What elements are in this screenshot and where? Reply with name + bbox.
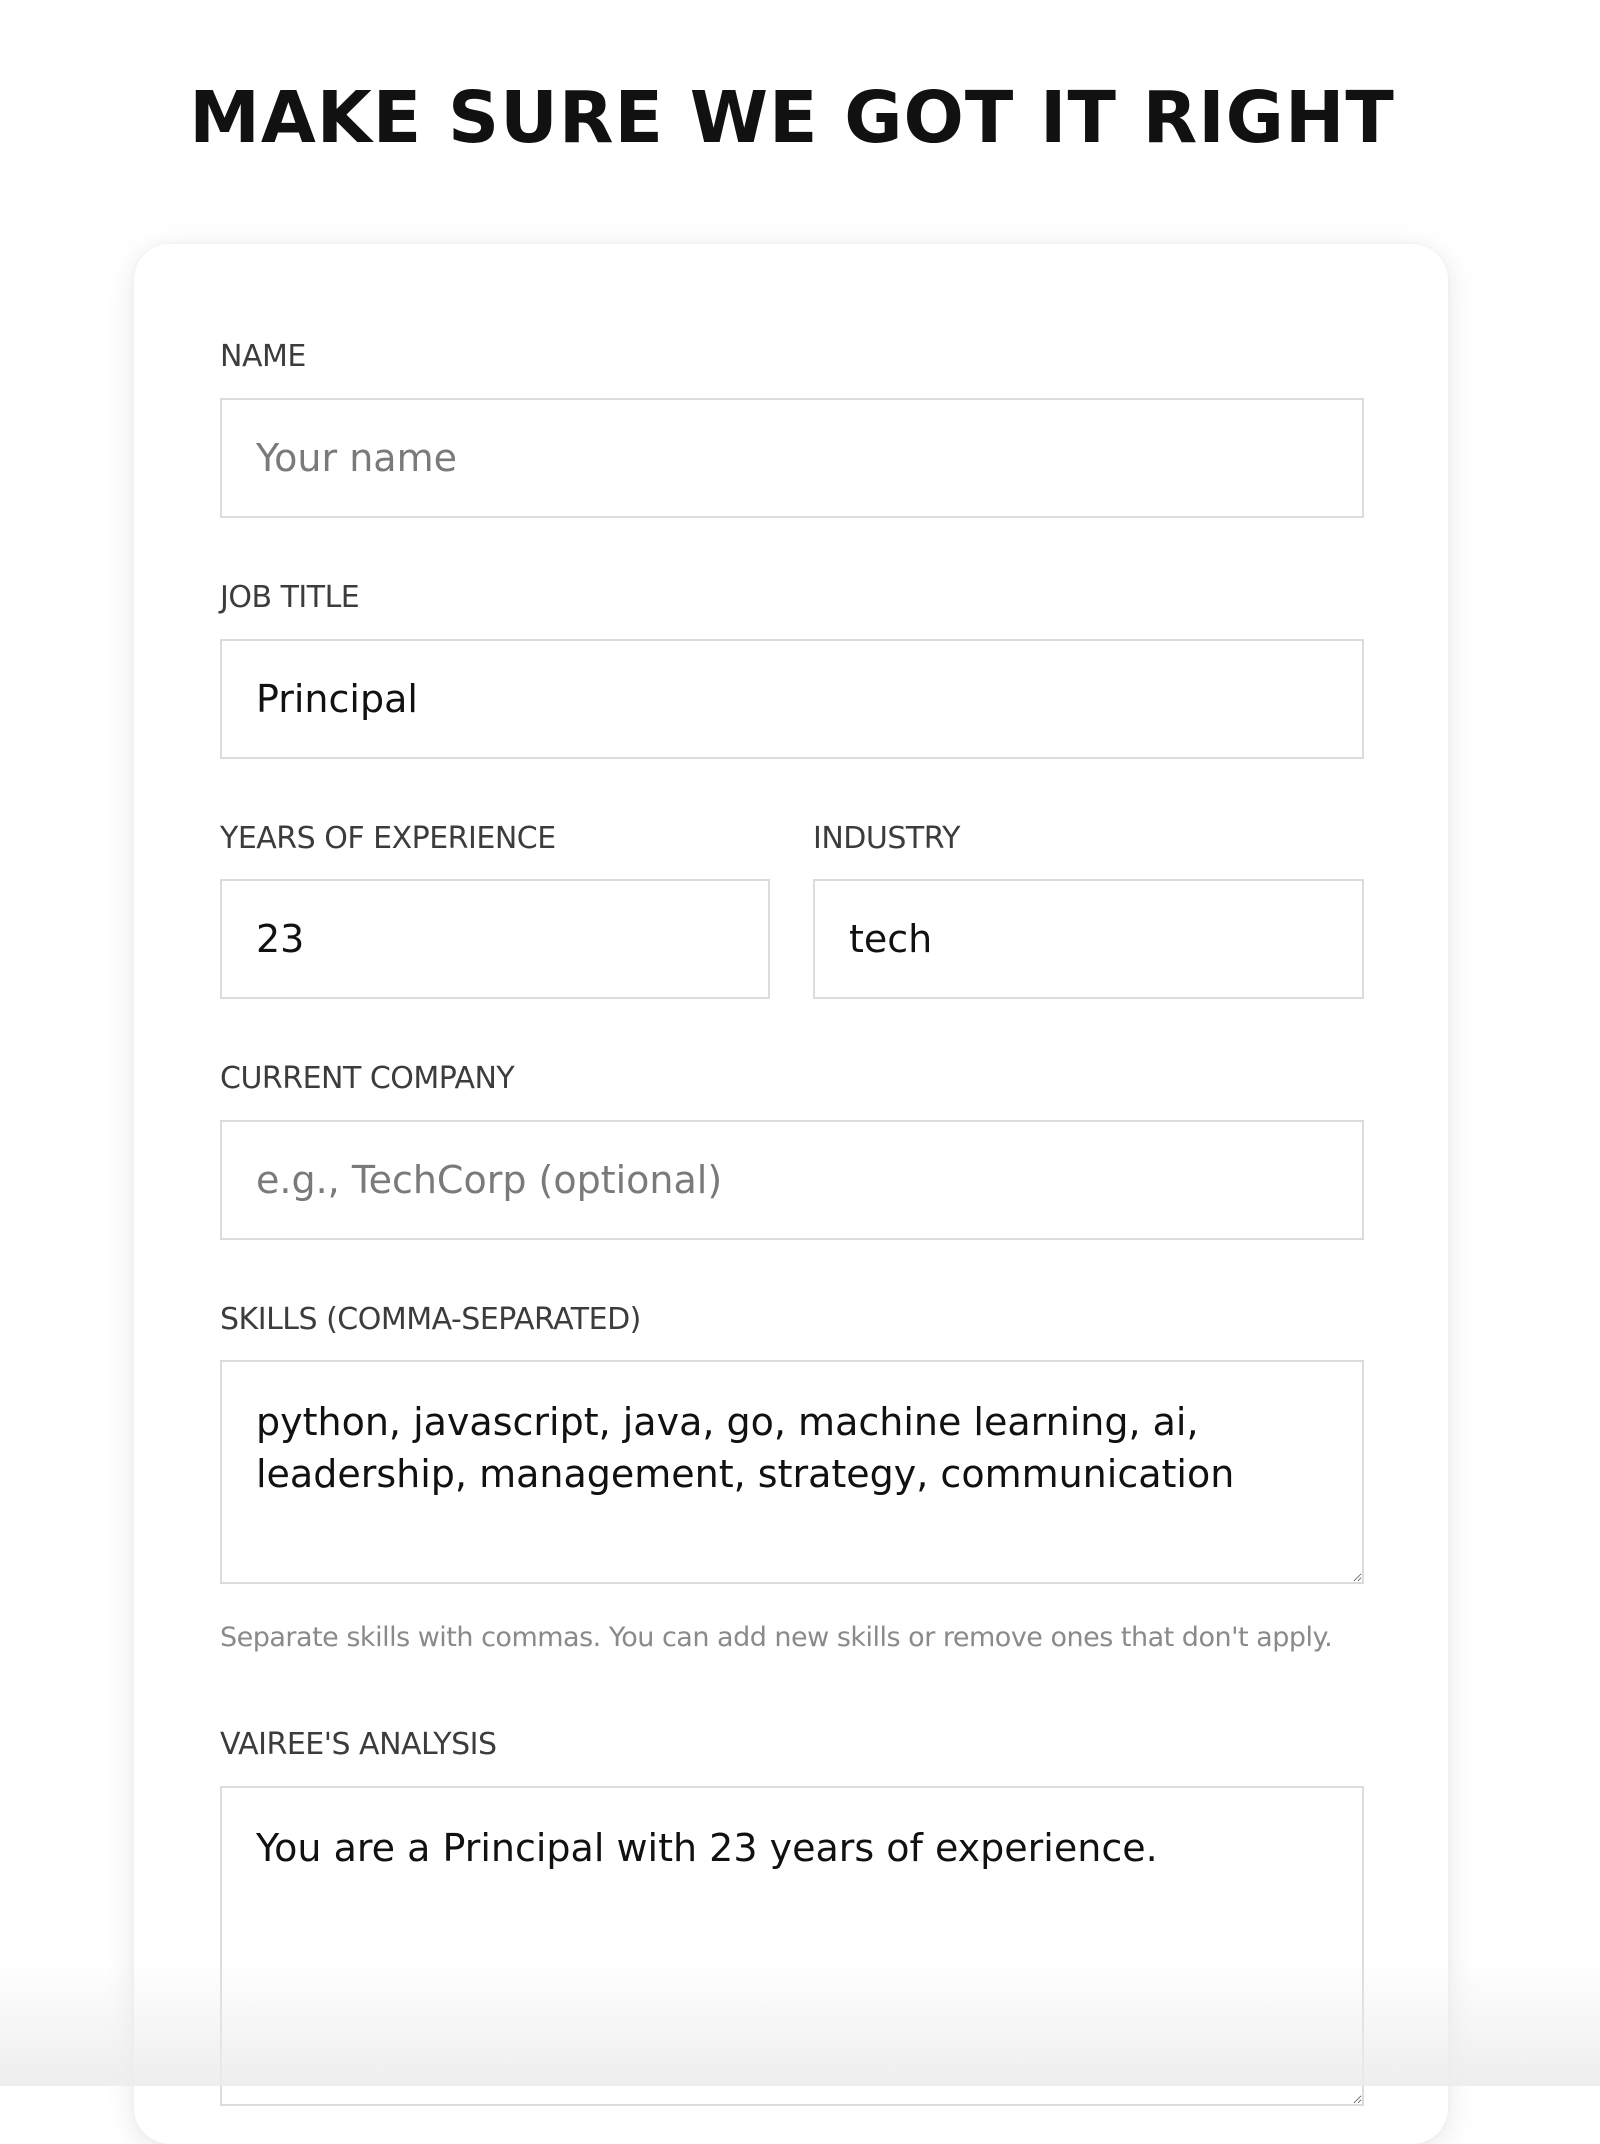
page-title: MAKE SURE WE GOT IT RIGHT xyxy=(189,76,1395,159)
current-company-label: CURRENT COMPANY xyxy=(220,1061,515,1096)
name-input[interactable] xyxy=(220,398,1364,518)
analysis-label: VAIREE'S ANALYSIS xyxy=(220,1727,497,1762)
skills-label: SKILLS (COMMA-SEPARATED) xyxy=(220,1302,641,1337)
job-title-label: JOB TITLE xyxy=(220,580,360,615)
years-of-experience-label: YEARS OF EXPERIENCE xyxy=(220,821,556,856)
name-label: NAME xyxy=(220,339,306,374)
job-title-input[interactable] xyxy=(220,639,1364,759)
skills-textarea[interactable] xyxy=(220,1360,1364,1584)
years-of-experience-input[interactable] xyxy=(220,879,770,999)
industry-input[interactable] xyxy=(813,879,1364,999)
industry-label: INDUSTRY xyxy=(813,821,960,856)
skills-help-text: Separate skills with commas. You can add new skills or remove ones that don't apply. xyxy=(220,1622,1333,1653)
current-company-input[interactable] xyxy=(220,1120,1364,1240)
profile-form-card xyxy=(134,244,1448,2144)
analysis-textarea[interactable] xyxy=(220,1786,1364,2106)
